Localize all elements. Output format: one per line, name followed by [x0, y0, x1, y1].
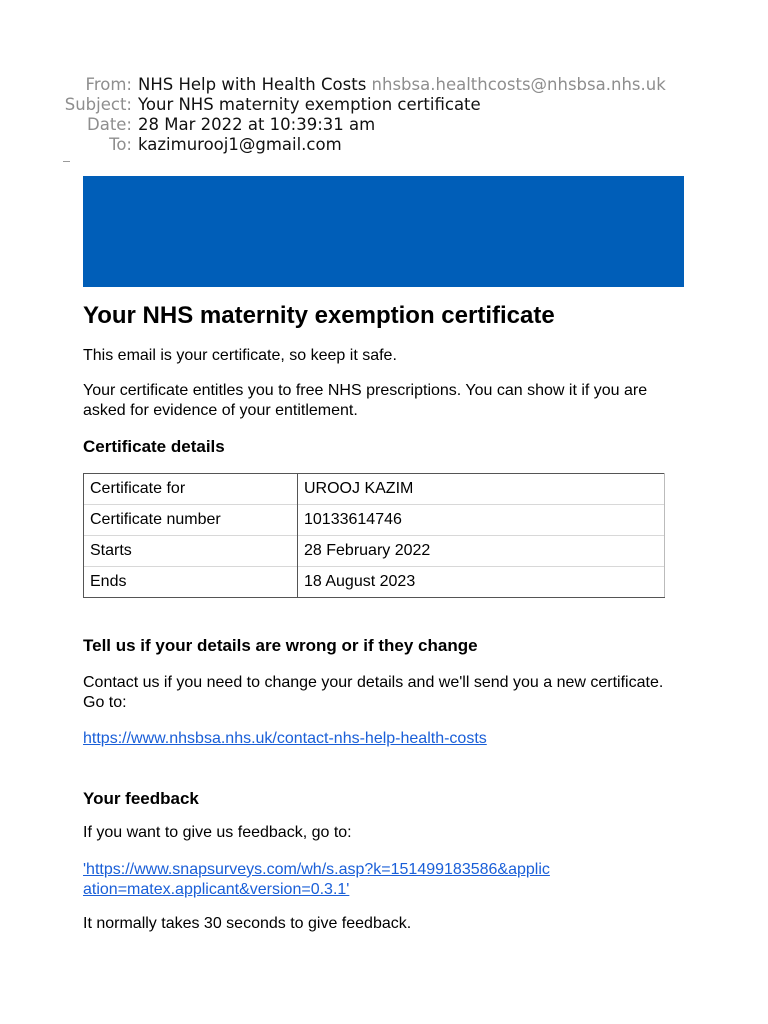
certificate-details-heading: Certificate details: [83, 437, 225, 456]
date-row: [0, 115, 768, 135]
table-row: [84, 536, 665, 567]
table-row: [84, 505, 665, 536]
from-label: From:: [85, 75, 132, 94]
from-value: [138, 75, 666, 95]
table-row: [84, 474, 665, 505]
feedback-text: If you want to give us feedback, go to:: [83, 824, 352, 841]
to-label: To:: [109, 135, 132, 154]
certificate-details-table: [83, 473, 665, 598]
email-header: [0, 75, 768, 155]
feedback-duration-text: It normally takes 30 seconds to give feedback.: [83, 915, 412, 932]
contact-text: Contact us if you need to change your details and we'll send you a new certificate. Go to:: [83, 674, 664, 711]
date-label: Date:: [87, 115, 132, 134]
contact-link[interactable]: https://www.nhsbsa.nhs.uk/contact-nhs-help-health-costs: [83, 730, 487, 747]
detail-value: 28 February 2022: [298, 536, 665, 567]
page-title: Your NHS maternity exemption certificate: [83, 302, 555, 329]
from-name[interactable]: NHS Help with Health Costs: [138, 75, 367, 94]
subject-label: Subject:: [64, 95, 132, 114]
details-wrong-heading: Tell us if your details are wrong or if they change: [83, 636, 478, 655]
subject-value: Your NHS maternity exemption certificate: [138, 95, 481, 114]
detail-value: UROOJ KAZIM: [298, 474, 665, 505]
keep-safe-text: This email is your certificate, so keep it safe.: [83, 347, 397, 364]
subject-row: [0, 95, 768, 115]
detail-label: Certificate for: [84, 474, 298, 505]
to-value[interactable]: kazimurooj1@gmail.com: [138, 135, 342, 154]
table-row: [84, 567, 665, 598]
from-address[interactable]: nhsbsa.healthcosts@nhsbsa.nhs.uk: [371, 75, 666, 94]
email-body: [83, 300, 688, 934]
detail-value: 18 August 2023: [298, 567, 665, 598]
date-value: 28 Mar 2022 at 10:39:31 am: [138, 115, 376, 134]
detail-label: Certificate number: [84, 505, 298, 536]
from-row: [0, 75, 768, 95]
feedback-link[interactable]: 'https://www.snapsurveys.com/wh/s.asp?k=151499183586&application=matex.applicant&version=0.3.1': [83, 861, 550, 898]
detail-value: 10133614746: [298, 505, 665, 536]
entitlement-text: Your certificate entitles you to free NHS prescriptions. You can show it if you are asked for evidence of your entitlement.: [83, 382, 648, 419]
feedback-heading: Your feedback: [83, 789, 199, 808]
nhs-blue-banner: [83, 176, 684, 287]
detail-label: Ends: [84, 567, 298, 598]
header-divider-mark: [63, 161, 70, 162]
detail-label: Starts: [84, 536, 298, 567]
to-row: [0, 135, 768, 155]
